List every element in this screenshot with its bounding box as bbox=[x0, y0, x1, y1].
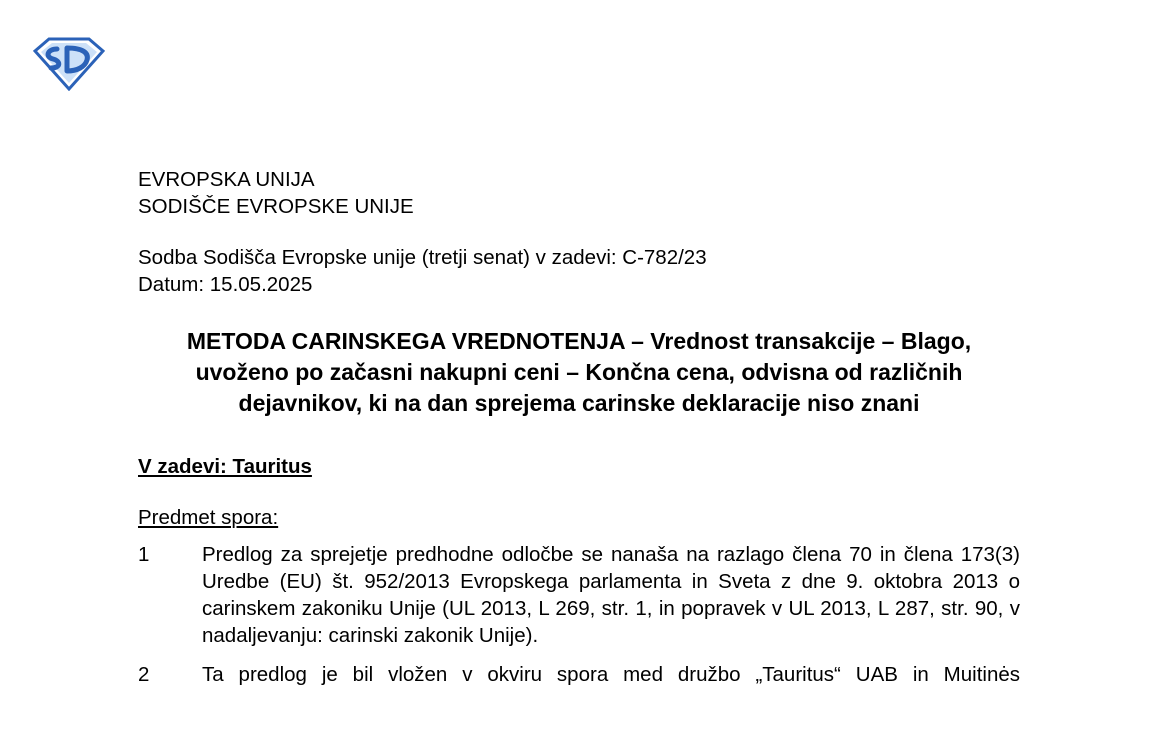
paragraph-text: Ta predlog je bil vložen v okviru spora med družbo „Tauritus“ UAB in Muitinės bbox=[202, 663, 1020, 686]
paragraph bbox=[138, 541, 1020, 649]
institution-header bbox=[138, 166, 1020, 220]
institution-line-1: EVROPSKA UNIJA bbox=[138, 168, 315, 191]
document-page bbox=[138, 166, 1020, 688]
paragraph-number: 1 bbox=[138, 543, 150, 566]
sd-logo-icon bbox=[33, 37, 105, 91]
document-title: METODA CARINSKEGA VREDNOTENJA – Vrednost transakcije – Blago, uvoženo po začasni nakupni ceni – Končna cena, odvisna od različnih dejavnikov, ki na dan sprejema carinske deklaracije niso znani bbox=[186, 328, 972, 416]
judgment-meta bbox=[138, 244, 1020, 298]
judgment-reference: Sodba Sodišča Evropske unije (tretji senat) v zadevi: C-782/23 bbox=[138, 246, 707, 269]
publisher-logo-icon bbox=[33, 37, 105, 91]
paragraph bbox=[138, 661, 1020, 688]
judgment-date: Datum: 15.05.2025 bbox=[138, 273, 313, 296]
paragraph-number: 2 bbox=[138, 663, 150, 686]
institution-line-2: SODIŠČE EVROPSKE UNIJE bbox=[138, 195, 414, 218]
paragraph-text: Predlog za sprejetje predhodne odločbe se nanaša na razlago člena 70 in člena 173(3) Uredbe (EU) št. 952/2013 Evropskega parlamenta in Sveta z dne 9. oktobra 2013 o carinskem zakoniku Unije (UL 2013, L 269, str. 1, in popravek v UL 2013, L 287, str. 90, v nadaljevanju: carinski zakonik Unije). bbox=[202, 543, 1020, 647]
case-heading: V zadevi: Tauritus bbox=[138, 455, 312, 478]
subject-heading: Predmet spora: bbox=[138, 506, 279, 529]
